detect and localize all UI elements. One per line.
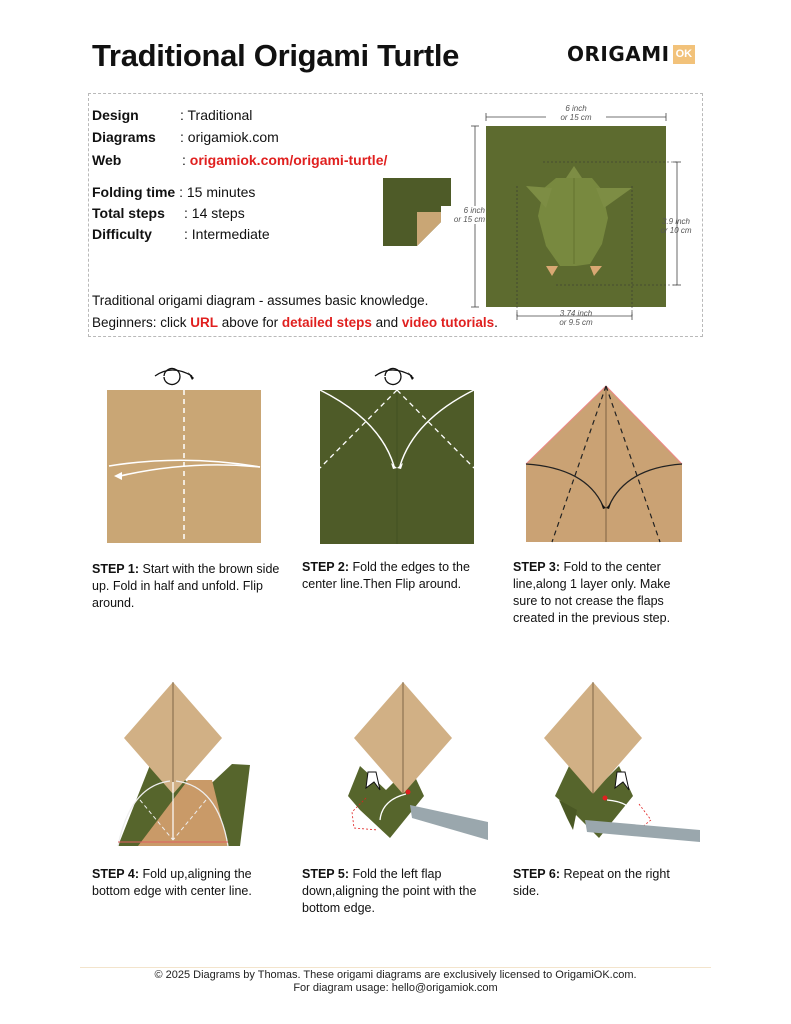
total-steps-value: : 14 steps	[184, 205, 245, 221]
step-description: Fold the edges to the center line.Then Flip around.	[302, 560, 470, 591]
step-label: STEP 6:	[513, 867, 561, 881]
step-1-text	[92, 561, 292, 612]
folding-time-label: Folding time	[92, 184, 176, 200]
dim-line: or 10 cm	[660, 226, 692, 235]
folding-time-value: : 15 minutes	[175, 184, 256, 200]
model-width-label	[546, 309, 606, 327]
dim-line: 6 inch	[565, 104, 587, 113]
step-3-diagram	[520, 380, 700, 550]
logo-text: ORIGAMI	[567, 42, 670, 66]
step-3-text	[513, 559, 693, 627]
step-2-text	[302, 559, 492, 593]
dim-line: 6 inch	[463, 206, 485, 215]
step-description: Fold the left flap down,aligning the point with the bottom edge.	[302, 867, 477, 915]
design-label: Design	[92, 107, 139, 123]
dim-line: 3.9 inch	[661, 217, 691, 226]
step-label: STEP 4:	[92, 867, 140, 881]
dim-line: or 9.5 cm	[559, 318, 593, 327]
footer-divider	[80, 967, 711, 968]
note-text: above for	[218, 315, 282, 330]
step-label: STEP 1:	[92, 562, 140, 576]
dim-line: or 15 cm	[560, 113, 592, 122]
step-5-text	[302, 866, 492, 917]
step-6-text	[513, 866, 693, 900]
dim-line: 3.74 inch	[559, 309, 593, 318]
web-label: Web	[92, 152, 122, 168]
web-link[interactable]: origamiok.com/origami-turtle/	[189, 152, 388, 168]
step-4-text	[92, 866, 272, 900]
step-2-diagram	[300, 360, 500, 550]
dim-line: or 15 cm	[453, 215, 485, 224]
url-link[interactable]: URL	[190, 315, 219, 330]
step-label: STEP 2:	[302, 560, 350, 574]
step-label: STEP 5:	[302, 867, 350, 881]
difficulty-label: Difficulty	[92, 226, 152, 242]
step-description: Fold up,aligning the bottom edge with center line.	[92, 867, 252, 898]
total-steps-label: Total steps	[92, 205, 165, 221]
step-description: Repeat on the right side.	[513, 867, 670, 898]
step-description: Fold to the center line,along 1 layer only. Make sure to not crease the flaps created in the previous step.	[513, 560, 671, 625]
step-4-diagram	[100, 670, 300, 850]
diagrams-label: Diagrams	[92, 129, 156, 145]
footer-contact: For diagram usage: hello@origamiok.com	[293, 982, 498, 994]
diagrams-value: : origamiok.com	[180, 129, 279, 145]
difficulty-value: : Intermediate	[184, 226, 270, 242]
page-title: Traditional Origami Turtle	[92, 38, 460, 73]
note-text: and	[371, 315, 402, 330]
web-sep: :	[182, 152, 190, 168]
note-line-1: Traditional origami diagram - assumes basic knowledge.	[92, 293, 429, 308]
step-5-diagram	[300, 670, 500, 850]
note-text: .	[494, 315, 498, 330]
detailed-steps-link[interactable]: detailed steps	[281, 315, 372, 330]
step-label: STEP 3:	[513, 560, 561, 574]
step-1-diagram	[100, 360, 300, 550]
footer-copyright: © 2025 Diagrams by Thomas. These origami diagrams are exclusively licensed to OrigamiOK.com.	[154, 969, 637, 981]
paper-height-label	[441, 206, 485, 224]
video-tutorials-link[interactable]: video tutorials	[401, 315, 495, 330]
design-value: : Traditional	[180, 107, 253, 123]
model-height-label	[652, 217, 700, 235]
note-text: Beginners: click	[92, 315, 191, 330]
step-6-diagram	[515, 670, 705, 850]
step-description: Start with the brown side up. Fold in half and unfold. Flip around.	[92, 562, 280, 610]
paper-width-label	[546, 104, 606, 122]
logo-badge: OK	[673, 45, 696, 64]
